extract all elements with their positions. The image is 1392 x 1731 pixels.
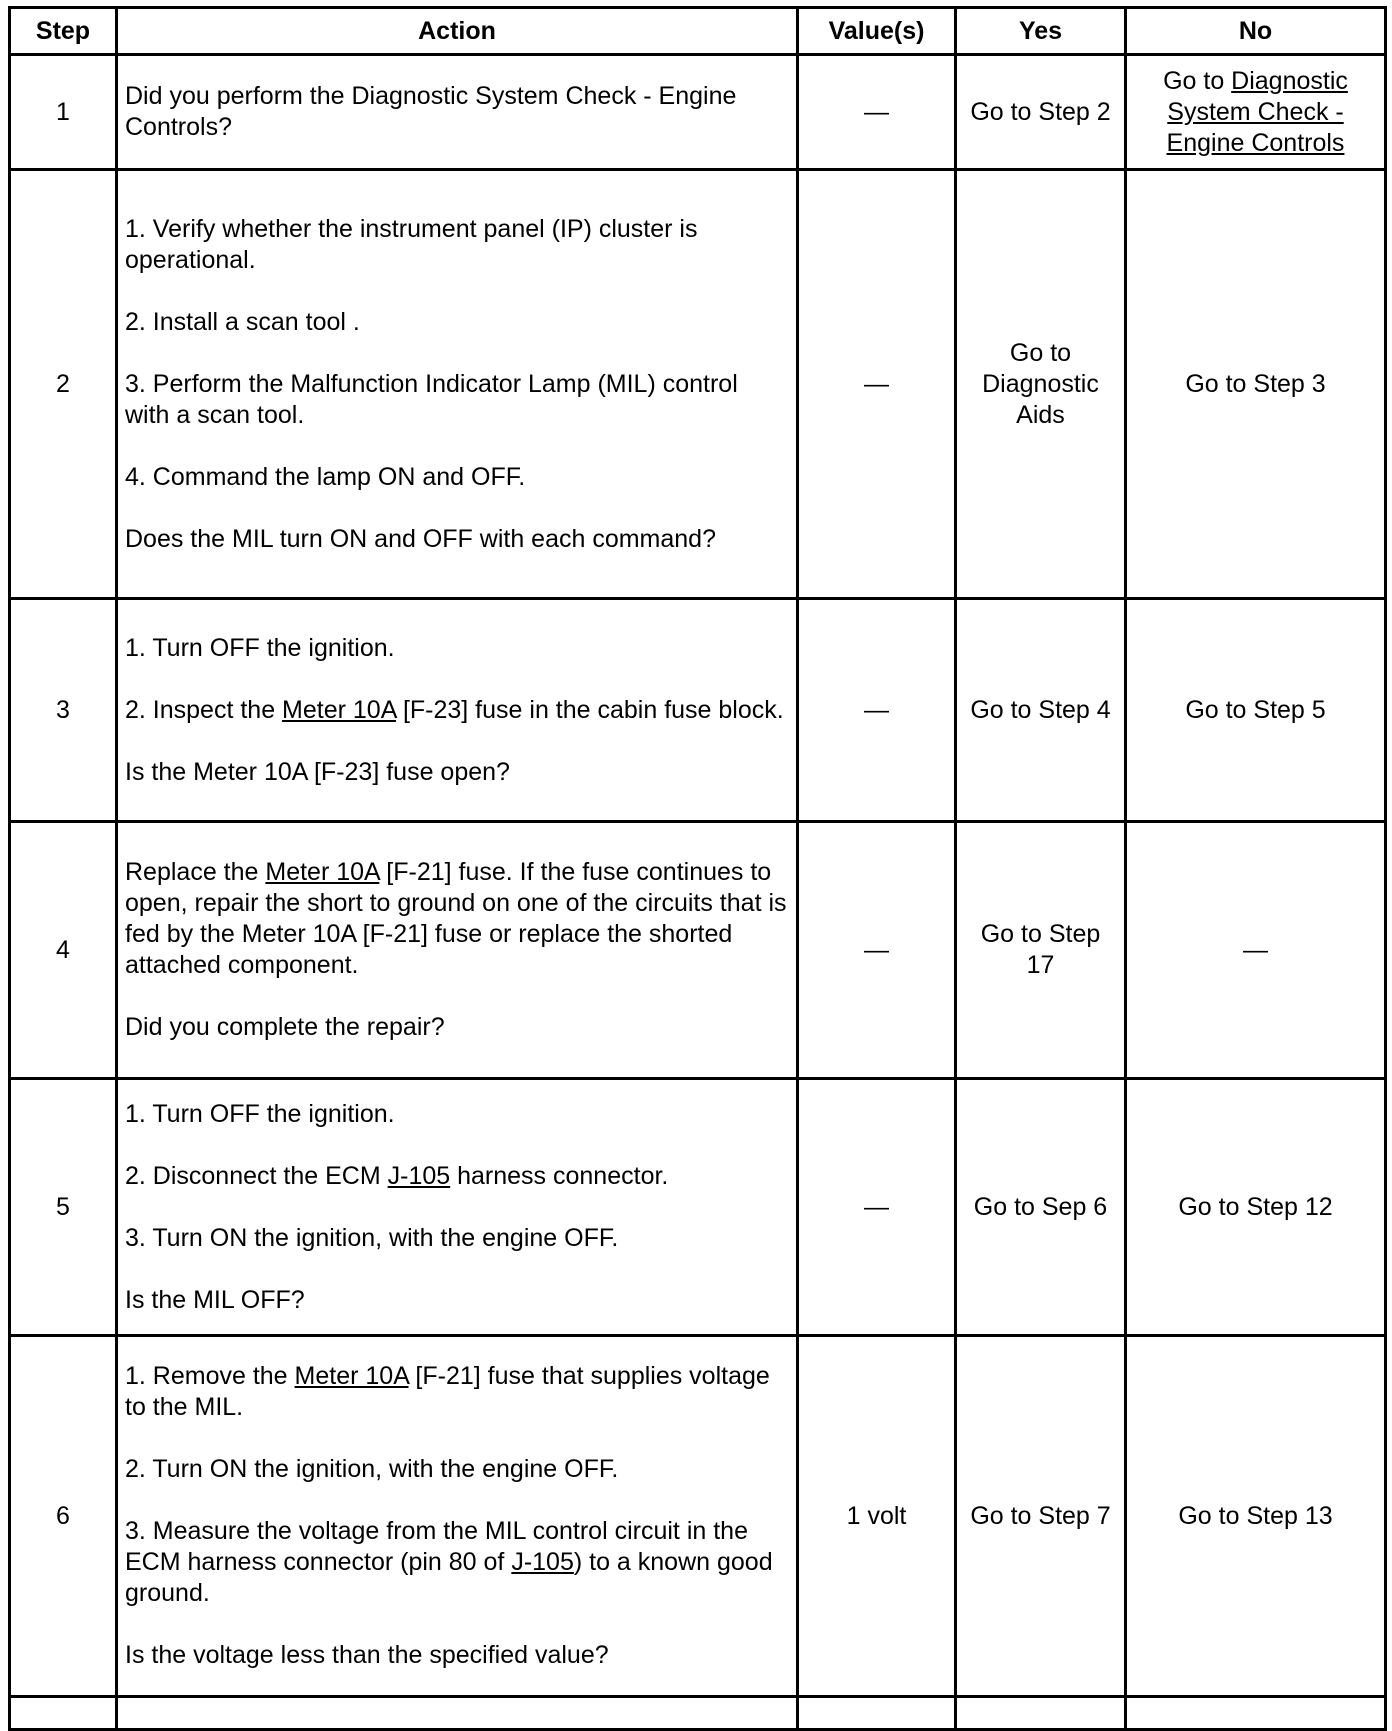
action-text: 2. Turn ON the ignition, with the engine OFF. [125, 1455, 619, 1483]
value-cell: — [798, 822, 956, 1079]
empty-cell [1126, 1697, 1386, 1730]
diagnostic-system-check-link[interactable]: Diagnostic System Check - Engine Controls [1166, 66, 1348, 157]
empty-cell [956, 1697, 1126, 1730]
header-no: No [1126, 8, 1386, 55]
header-step: Step [10, 8, 117, 55]
action-text: Did you perform the Diagnostic System Check - Engine Controls? [125, 82, 737, 141]
action-text: 3. Measure the voltage from the MIL control circuit in the ECM harness connector (pin 80 of J-105) to a known good ground. [125, 1517, 773, 1607]
value-cell: — [798, 170, 956, 599]
yes-cell: Go to Step 2 [956, 55, 1126, 170]
action-text: 2. Install a scan tool . [125, 307, 360, 336]
yes-cell: Go to Step 4 [956, 599, 1126, 822]
action-text: Is the voltage less than the specified value? [125, 1641, 609, 1669]
empty-cell [117, 1697, 798, 1730]
no-cell: — [1126, 822, 1386, 1079]
header-yes: Yes [956, 8, 1126, 55]
action-cell [117, 599, 798, 822]
no-prefix: Go to [1163, 66, 1232, 95]
table-row [10, 170, 1386, 599]
action-text: 4. Command the lamp ON and OFF. [125, 462, 526, 491]
action-text: 1. Turn OFF the ignition. [125, 633, 395, 662]
value-cell: — [798, 599, 956, 822]
action-text: 3. Turn ON the ignition, with the engine OFF. [125, 1223, 619, 1252]
action-text: Does the MIL turn ON and OFF with each command? [125, 524, 716, 553]
value-cell: 1 volt [798, 1336, 956, 1697]
action-cell [117, 170, 798, 599]
step-number: 2 [10, 170, 117, 599]
yes-cell: Go to Step 17 [956, 822, 1126, 1079]
action-text: Did you complete the repair? [125, 1013, 445, 1041]
yes-cell: Go to Sep 6 [956, 1079, 1126, 1336]
action-text: 2. Inspect the Meter 10A [F-23] fuse in the cabin fuse block. [125, 695, 784, 724]
header-values: Value(s) [798, 8, 956, 55]
empty-cell [10, 1697, 117, 1730]
action-text: 2. Disconnect the ECM J-105 harness connector. [125, 1161, 669, 1190]
header-row [10, 8, 1386, 55]
table-row [10, 599, 1386, 822]
action-text: 1. Verify whether the instrument panel (IP) cluster is operational. [125, 214, 698, 274]
no-cell [1126, 55, 1386, 170]
action-text: 1. Turn OFF the ignition. [125, 1099, 395, 1128]
no-cell: Go to Step 12 [1126, 1079, 1386, 1336]
step-number: 4 [10, 822, 117, 1079]
table-row [10, 1079, 1386, 1336]
empty-cell [798, 1697, 956, 1730]
table-row-partial [10, 1697, 1386, 1730]
step-number: 3 [10, 599, 117, 822]
action-text: Is the Meter 10A [F-23] fuse open? [125, 757, 510, 786]
action-text: 3. Perform the Malfunction Indicator Lamp (MIL) control with a scan tool. [125, 369, 738, 429]
step-number: 1 [10, 55, 117, 170]
j-105-link[interactable]: J-105 [511, 1548, 574, 1576]
step-number: 6 [10, 1336, 117, 1697]
action-cell [117, 822, 798, 1079]
yes-cell: Go to Step 7 [956, 1336, 1126, 1697]
table-row [10, 1336, 1386, 1697]
meter-10a-link[interactable]: Meter 10A [294, 1362, 409, 1390]
action-text: 1. Remove the Meter 10A [F-21] fuse that supplies voltage to the MIL. [125, 1362, 770, 1421]
action-cell [117, 55, 798, 170]
action-cell [117, 1079, 798, 1336]
step-number: 5 [10, 1079, 117, 1336]
action-cell [117, 1336, 798, 1697]
meter-10a-link[interactable]: Meter 10A [282, 695, 396, 724]
value-cell: — [798, 1079, 956, 1336]
yes-cell: Go to Diagnostic Aids [956, 170, 1126, 599]
no-cell: Go to Step 13 [1126, 1336, 1386, 1697]
diagnostic-table [8, 6, 1387, 1731]
meter-10a-link[interactable]: Meter 10A [265, 858, 380, 886]
table-row [10, 55, 1386, 170]
no-cell: Go to Step 3 [1126, 170, 1386, 599]
table-row [10, 822, 1386, 1079]
no-cell: Go to Step 5 [1126, 599, 1386, 822]
action-text: Is the MIL OFF? [125, 1285, 305, 1314]
header-action: Action [117, 8, 798, 55]
j-105-link[interactable]: J-105 [387, 1161, 451, 1190]
action-text: Replace the Meter 10A [F-21] fuse. If the fuse continues to open, repair the short to ground on one of the circuits that is fed by the Meter 10A [F-21] fuse or replace the shorted attached component. [125, 858, 787, 979]
value-cell: — [798, 55, 956, 170]
